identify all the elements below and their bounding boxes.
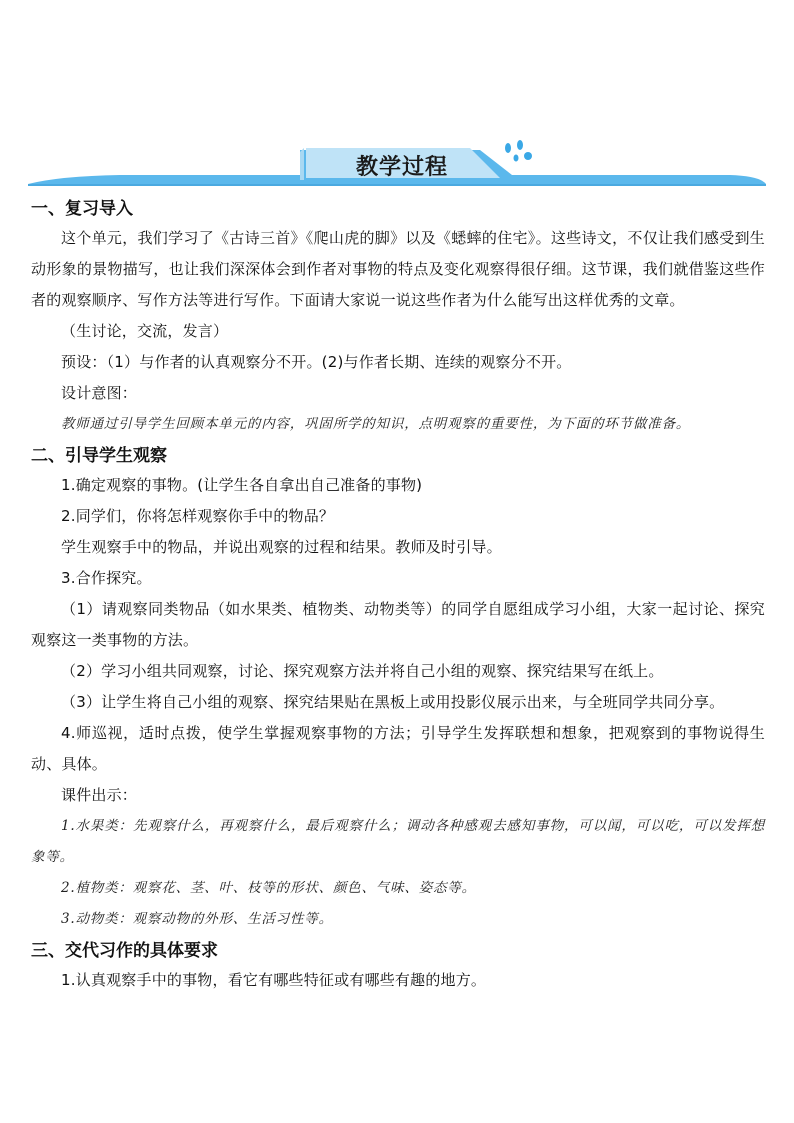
section-heading-observe: 二、引导学生观察	[31, 446, 167, 466]
paragraph: （3）让学生将自己小组的观察、探究结果贴在黑板上或用投影仪展示出来，与全班同学共同分享。	[61, 693, 725, 711]
water-drops-icon	[505, 140, 532, 162]
paragraph: 这个单元，我们学习了《古诗三首》《爬山虎的脚》以及《蟋蟀的住宅》。这些诗文，不仅让我们感受到生动形象的景物描写，也让我们深深体会到作者对事物的特点及变化观察得很仔细。这节课，我们就借鉴这些作者的观察顺序、写作方法等进行写作。下面请大家说一说这些作者为什么能写出这样优秀的文章。	[31, 229, 765, 309]
paragraph: 4.师巡视，适时点拨，使学生掌握观察事物的方法；引导学生发挥联想和想象，把观察到的事物说得生动、具体。	[31, 724, 765, 773]
section-heading-requirements: 三、交代习作的具体要求	[31, 941, 218, 961]
handwritten-item: 1.水果类：先观察什么，再观察什么，最后观察什么；调动各种感观去感知事物，可以闻，可以吃，可以发挥想象等。	[31, 818, 765, 865]
paragraph: 3.合作探究。	[61, 569, 152, 587]
paragraph: 设计意图：	[61, 384, 138, 402]
paragraph: 1.认真观察手中的事物，看它有哪些特征或有哪些有趣的地方。	[61, 971, 487, 989]
handwritten-item: 3.动物类：观察动物的外形、生活习性等。	[61, 911, 333, 927]
document-body	[31, 195, 765, 996]
handwritten-item: 2.植物类：观察花、茎、叶、枝等的形状、颜色、气味、姿态等。	[61, 880, 476, 896]
banner-title: 教学过程	[355, 155, 448, 180]
paragraph: 预设：（1）与作者的认真观察分不开。(2)与作者长期、连续的观察分不开。	[61, 353, 572, 371]
paragraph: 学生观察手中的物品，并说出观察的过程和结果。教师及时引导。	[61, 538, 502, 556]
paragraph: 课件出示：	[61, 786, 138, 804]
paragraph: （生讨论，交流，发言）	[61, 322, 229, 340]
paragraph: 1.确定观察的事物。(让学生各自拿出自己准备的事物)	[61, 476, 423, 494]
paragraph: 2.同学们，你将怎样观察你手中的物品？	[61, 507, 335, 525]
section-banner	[0, 140, 794, 190]
paragraph: （1）请观察同类物品（如水果类、植物类、动物类等）的同学自愿组成学习小组，大家一起讨论、探究观察这一类事物的方法。	[31, 600, 765, 649]
handwritten-note: 教师通过引导学生回顾本单元的内容，巩固所学的知识，点明观察的重要性，为下面的环节做准备。	[61, 416, 691, 432]
section-heading-review: 一、复习导入	[31, 199, 133, 219]
paragraph: （2）学习小组共同观察，讨论、探究观察方法并将自己小组的观察、探究结果写在纸上。	[61, 662, 664, 680]
